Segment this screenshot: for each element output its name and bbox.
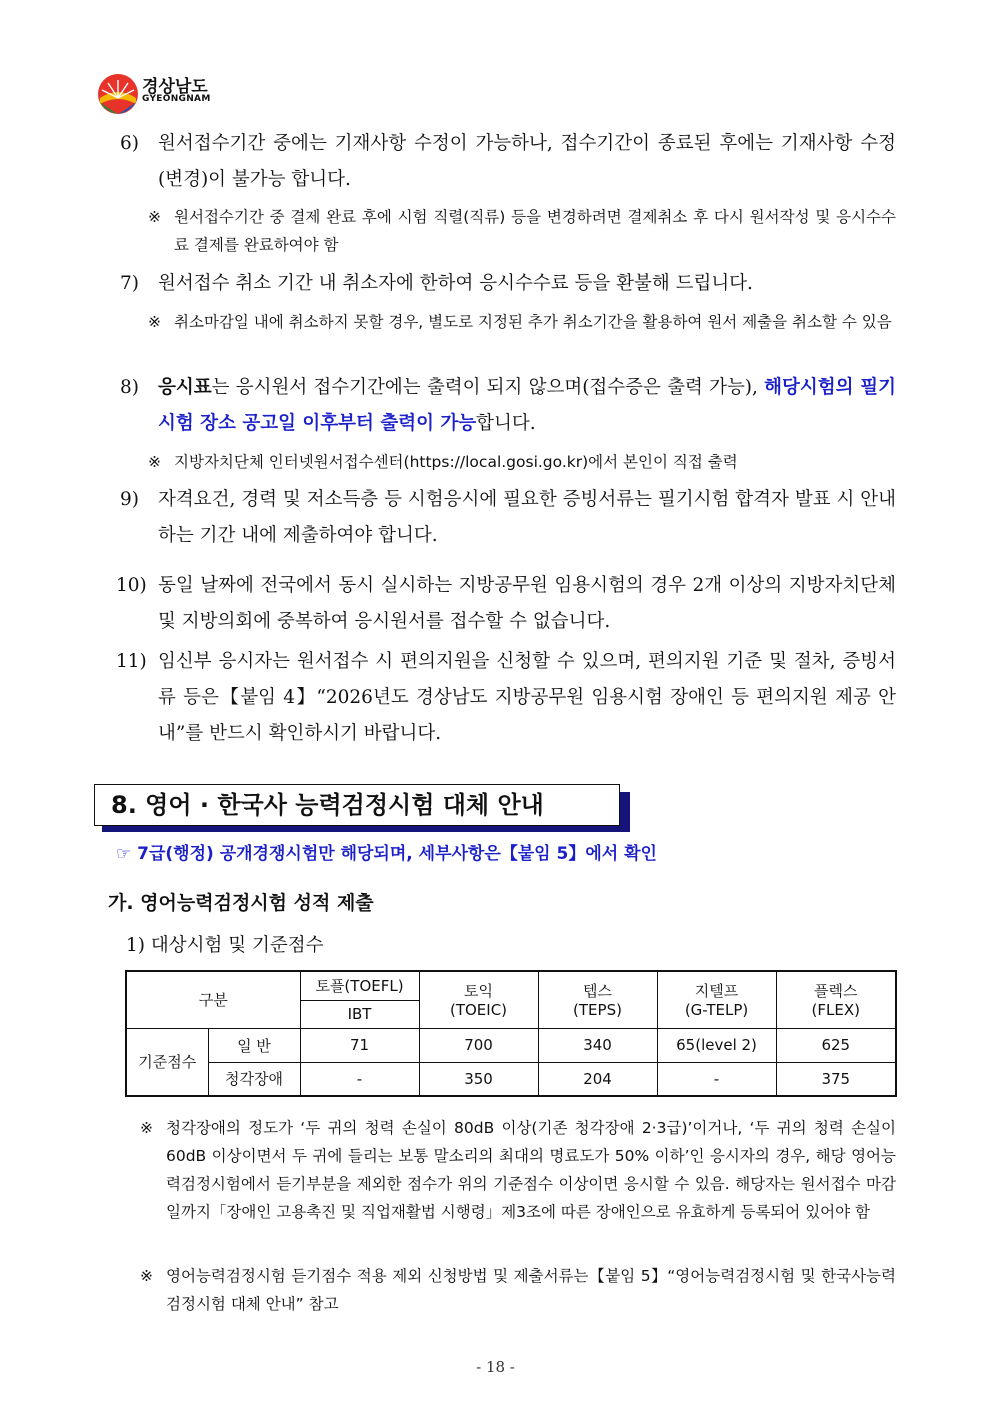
table-header-toeic [419,971,538,1028]
table-row-label: 청각장애 [208,1062,300,1096]
note-hearing-impairment [140,1114,896,1226]
table-cell: 204 [538,1062,657,1096]
table-header-gtelp [657,971,776,1028]
note-mark: ※ [148,313,161,331]
table-cell: 375 [776,1062,896,1096]
item-number: 11) [116,651,147,672]
subsection-item: 1) 대상시험 및 기준점수 [126,935,324,956]
table-cell: 625 [776,1028,896,1062]
table-row-label: 일 반 [208,1028,300,1062]
item-text [158,370,896,442]
list-item-8 [120,370,896,442]
admission-ticket-term: 응시표 [158,377,212,398]
page-number: - 18 - [476,1358,515,1376]
item-number: 7) [120,273,139,294]
gyeongnam-logo [96,70,236,118]
item-text: 임신부 응시자는 원서접수 시 편의지원을 신청할 수 있으며, 편의지원 기준 및 절차, 증빙서류 등은【붙임 4】“2026년도 경상남도 지방공무원 임용시험 장애인 등 편의지원 제공 안내”를 반드시 확인하시기 바랍니다. [158,651,896,744]
table-header-toefl: 토플(TOEFL) [300,971,419,1000]
note-mark: ※ [140,1119,153,1137]
section-pointer-note: ☞ 7급(행정) 공개경쟁시험만 해당되며, 세부사항은【붙임 5】에서 확인 [116,844,657,864]
table-cell: 65(level 2) [657,1028,776,1062]
subsection-heading: 가. 영어능력검정시험 성적 제출 [108,892,374,914]
score-table [125,970,897,1097]
header-abbrev: (FLEX) [811,1001,860,1020]
note-text: 청각장애의 정도가 ‘두 귀의 청력 손실이 80dB 이상(기존 청각장애 2·3급)’이거나, ‘두 귀의 청력 손실이 60dB 이상이면서 두 귀에 들리는 보통 말소리의 최대의 명료도가 50% 이하’인 응시자의 경우, 해당 영어능력검정시험에서 듣기부분을 제외한 점수가 위의 기준점수 이상이면 응시할 수 있음. 해당자는 원서접수 마감일까지「장애인 고용촉진 및 직업재활법 시행령」제3조에 따른 장애인으로 유효하게 등록되어 있어야 함 [166,1119,896,1221]
header-abbrev: (TEPS) [573,1001,622,1020]
table-header-flex [776,971,896,1028]
header-name: 텝스 [583,982,612,1001]
note-8 [148,448,896,476]
table-cell: - [657,1062,776,1096]
note-mark: ※ [148,453,161,471]
table-corner-header: 구분 [126,971,300,1028]
table-cell: 71 [300,1028,419,1062]
header-abbrev: (G-TELP) [684,1001,749,1020]
item-text-part-a: 는 응시원서 접수기간에는 출력이 되지 않으며(접수증은 출력 가능), [211,377,765,398]
item-text: 원서접수기간 중에는 기재사항 수정이 가능하나, 접수기간이 종료된 후에는 기재사항 수정(변경)이 불가능 합니다. [158,133,896,190]
logo-text-korean: 경상남도 [142,77,208,97]
gyeongnam-sun-logo-icon [96,72,140,116]
item-text: 동일 날짜에 전국에서 동시 실시하는 지방공무원 임용시험의 경우 2개 이상의 지방자치단체 및 지방의회에 중복하여 응시원서를 접수할 수 없습니다. [158,575,896,632]
item-text: 자격요건, 경력 및 저소득층 등 시험응시에 필요한 증빙서류는 필기시험 합격자 발표 시 안내하는 기간 내에 제출하여야 합니다. [158,489,896,546]
header-name: 플렉스 [814,982,858,1001]
item-number: 9) [120,489,139,510]
note-text: 영어능력검정시험 듣기점수 적용 제외 신청방법 및 제출서류는【붙임 5】“영어능력검정시험 및 한국사능력검정시험 대체 안내” 참고 [166,1267,896,1313]
highlight-text: 해당시험의 필기시험 장소 공고일 이후부터 출력이 가능 [158,377,896,434]
note-text: 원서접수기간 중 결제 완료 후에 시험 직렬(직류) 등을 변경하려면 결제취소 후 다시 원서작성 및 응시수수료 결제를 완료하여야 함 [174,208,896,254]
item-text: 원서접수 취소 기간 내 취소자에 한하여 응시수수료 등을 환불해 드립니다. [158,273,753,294]
table-cell: 700 [419,1028,538,1062]
list-item-6 [120,126,896,198]
header-name: 토익 [464,982,493,1001]
list-item-10 [116,568,896,640]
list-item-7 [120,266,896,302]
item-number: 10) [116,575,147,596]
note-6 [148,203,896,259]
logo-text-english: GYEONGNAM [142,94,211,104]
item-number: 8) [120,377,139,398]
table-header-ibt: IBT [300,1000,419,1028]
header-abbrev: (TOEIC) [449,1001,508,1020]
list-item-9 [120,482,896,554]
table-cell: 340 [538,1028,657,1062]
table-header-teps [538,971,657,1028]
note-mark: ※ [148,208,161,226]
list-item-11 [116,644,896,752]
note-7 [148,308,896,336]
note-listening-exemption [140,1262,896,1318]
item-number: 6) [120,133,139,154]
table-row-group-label: 기준점수 [126,1028,208,1096]
header-name: 지텔프 [694,982,739,1001]
section-title-box [94,784,620,826]
note-text: 지방자치단체 인터넷원서접수센터(https://local.gosi.go.kr)에서 본인이 직접 출력 [174,453,738,471]
table-cell: 350 [419,1062,538,1096]
section-title: 8. 영어 · 한국사 능력검정시험 대체 안내 [111,791,544,819]
table-cell: - [300,1062,419,1096]
note-mark: ※ [140,1267,153,1285]
note-text: 취소마감일 내에 취소하지 못할 경우, 별도로 지정된 추가 취소기간을 활용하여 원서 제출을 취소할 수 있음 [174,313,892,331]
item-text-part-b: 합니다. [476,413,536,434]
